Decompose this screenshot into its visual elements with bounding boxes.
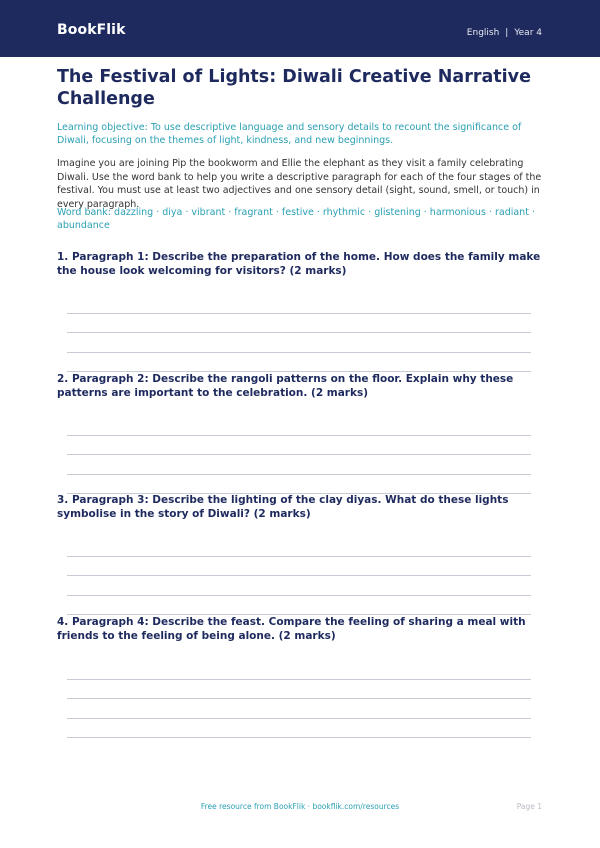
answer-line[interactable] — [67, 718, 531, 719]
instructions: Imagine you are joining Pip the bookworm and Ellie the elephant as they visit a family celebrating Diwali. Use the word bank to help you write a descriptive paragraph for each of the four stages of the festival. You must use at least two adjectives and one sensory detail (sight, sound, smell, or touch) in every paragraph. — [57, 158, 542, 210]
answer-line[interactable] — [67, 614, 531, 615]
page-footer — [0, 802, 600, 814]
page-number: Page 1 — [516, 802, 542, 811]
answer-line[interactable] — [67, 474, 531, 475]
question-3-text: 3. Paragraph 3: Describe the lighting of the clay diyas. What do these lights symbolise in the story of Diwali? (2 marks) — [57, 494, 509, 520]
answer-line[interactable] — [67, 575, 531, 576]
answer-line[interactable] — [67, 371, 531, 372]
answer-line[interactable] — [67, 737, 531, 738]
learning-objective: Learning objective: To use descriptive language and sensory details to recount the significance of Diwali, focusing on the themes of light, kindness, and new beginnings. — [57, 122, 522, 146]
question-2 — [57, 373, 547, 400]
header-bar — [0, 0, 600, 57]
answer-line[interactable] — [67, 332, 531, 333]
meta-separator: | — [505, 28, 509, 38]
answer-line[interactable] — [67, 313, 531, 314]
answer-line[interactable] — [67, 595, 531, 596]
answer-line[interactable] — [67, 352, 531, 353]
question-1-text: 1. Paragraph 1: Describe the preparation of the home. How does the family make the house look welcoming for visitors? (2 marks) — [57, 251, 541, 277]
answer-line[interactable] — [67, 435, 531, 436]
subject-label: English — [466, 28, 500, 38]
question-4 — [57, 616, 547, 643]
question-1 — [57, 251, 547, 278]
footer-credit: Free resource from BookFlik · bookflik.com/resources — [200, 802, 400, 811]
question-4-text: 4. Paragraph 4: Describe the feast. Compare the feeling of sharing a meal with friends to the feeling of being alone. (2 marks) — [57, 616, 526, 642]
subject-year — [467, 28, 542, 38]
answer-line[interactable] — [67, 556, 531, 557]
word-bank: Word bank: dazzling · diya · vibrant · fragrant · festive · rhythmic · glistening · harmonious · radiant · abundance — [57, 207, 535, 231]
page-title: The Festival of Lights: Diwali Creative Narrative Challenge — [57, 67, 531, 109]
answer-line[interactable] — [67, 454, 531, 455]
year-label: Year 4 — [514, 28, 542, 38]
answer-line[interactable] — [67, 679, 531, 680]
brand-logo: BookFlik — [57, 22, 126, 38]
question-2-text: 2. Paragraph 2: Describe the rangoli patterns on the floor. Explain why these patterns are important to the celebration. (2 marks) — [57, 373, 514, 399]
question-3 — [57, 494, 547, 521]
answer-line[interactable] — [67, 698, 531, 699]
